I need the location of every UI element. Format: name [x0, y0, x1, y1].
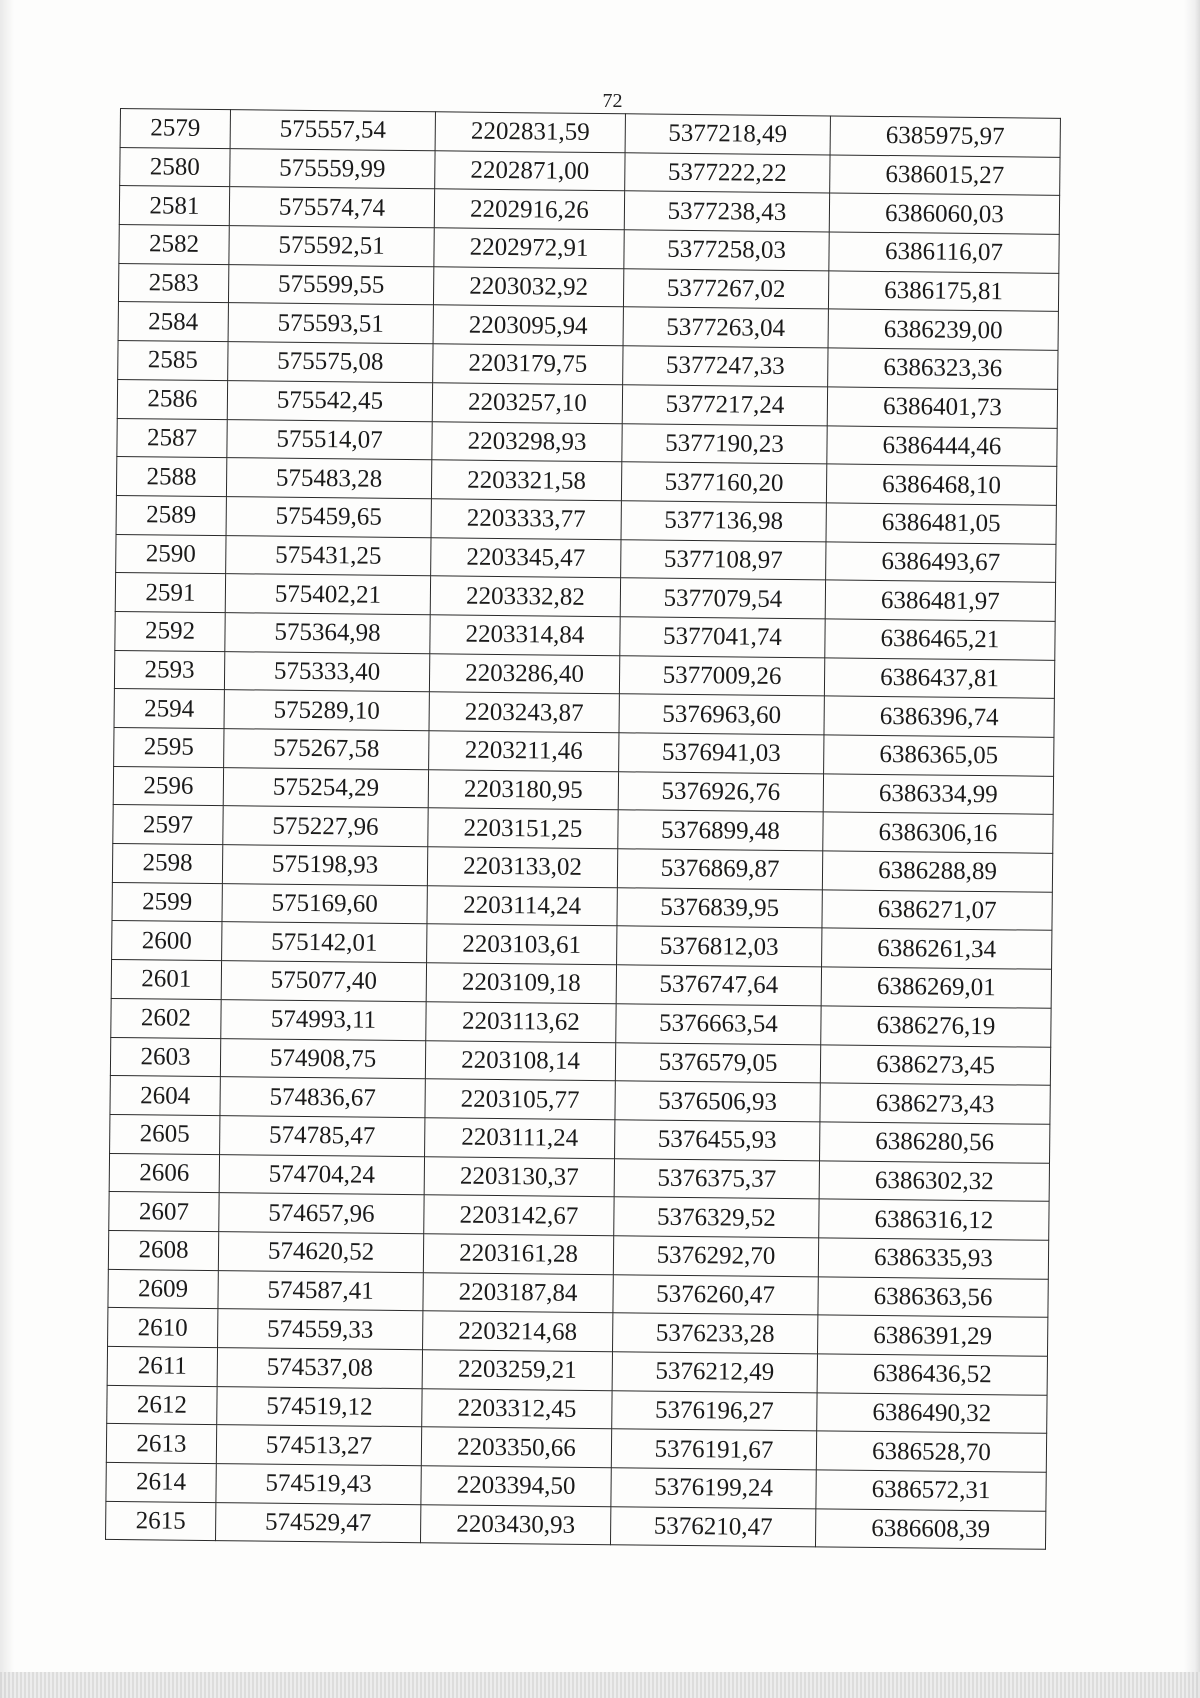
coordinates-table-wrapper	[105, 108, 1061, 1550]
x-coordinate-cell: 575557,54	[230, 110, 435, 151]
x2-coordinate-cell: 5377079,54	[620, 578, 825, 619]
x-coordinate-cell: 574993,11	[221, 999, 426, 1040]
point-number-cell: 2605	[110, 1114, 220, 1154]
x-coordinate-cell: 574513,27	[216, 1425, 421, 1466]
x2-coordinate-cell: 5376579,05	[615, 1042, 820, 1083]
point-number-cell: 2610	[108, 1308, 218, 1348]
x2-coordinate-cell: 5376233,28	[613, 1313, 818, 1354]
x2-coordinate-cell: 5376506,93	[615, 1081, 820, 1122]
y-coordinate-cell: 2203214,68	[423, 1311, 613, 1352]
y2-coordinate-cell: 6386280,56	[820, 1122, 1050, 1163]
x-coordinate-cell: 574559,33	[218, 1309, 423, 1350]
y2-coordinate-cell: 6386572,31	[816, 1470, 1046, 1511]
x-coordinate-cell: 575254,29	[223, 767, 428, 808]
point-number-cell: 2594	[114, 689, 224, 729]
y2-coordinate-cell: 6386273,43	[820, 1083, 1050, 1124]
point-number-cell: 2607	[109, 1192, 219, 1232]
x2-coordinate-cell: 5376329,52	[614, 1197, 819, 1238]
y-coordinate-cell: 2203032,92	[433, 267, 623, 308]
point-number-cell: 2615	[106, 1501, 216, 1541]
point-number-cell: 2604	[110, 1076, 220, 1116]
x2-coordinate-cell: 5377190,23	[622, 423, 827, 464]
point-number-cell: 2602	[111, 998, 221, 1038]
y2-coordinate-cell: 6386273,45	[820, 1044, 1050, 1085]
point-number-cell: 2614	[106, 1462, 216, 1502]
x-coordinate-cell: 575142,01	[222, 922, 427, 963]
table-body	[106, 109, 1061, 1550]
y-coordinate-cell: 2203259,21	[422, 1350, 612, 1391]
x-coordinate-cell: 575431,25	[226, 535, 431, 576]
point-number-cell: 2597	[113, 805, 223, 845]
y2-coordinate-cell: 6386334,99	[823, 774, 1053, 815]
y2-coordinate-cell: 6386239,00	[828, 309, 1058, 350]
x2-coordinate-cell: 5377222,22	[625, 152, 830, 193]
x-coordinate-cell: 575574,74	[229, 187, 434, 228]
y-coordinate-cell: 2203321,58	[431, 460, 621, 501]
x2-coordinate-cell: 5377218,49	[625, 114, 830, 155]
x-coordinate-cell: 574785,47	[220, 1115, 425, 1156]
x2-coordinate-cell: 5377009,26	[619, 655, 824, 696]
x2-coordinate-cell: 5376212,49	[612, 1352, 817, 1393]
scan-bottom-strip	[0, 1672, 1200, 1698]
x2-coordinate-cell: 5376869,87	[617, 849, 822, 890]
x-coordinate-cell: 574704,24	[219, 1154, 424, 1195]
x-coordinate-cell: 574537,08	[217, 1348, 422, 1389]
x2-coordinate-cell: 5377267,02	[623, 269, 828, 310]
x2-coordinate-cell: 5376899,48	[618, 810, 823, 851]
point-number-cell: 2580	[120, 147, 230, 187]
y2-coordinate-cell: 6386481,05	[826, 503, 1056, 544]
x2-coordinate-cell: 5377041,74	[620, 617, 825, 658]
y-coordinate-cell: 2203345,47	[431, 537, 621, 578]
point-number-cell: 2595	[114, 727, 224, 767]
y-coordinate-cell: 2202871,00	[435, 150, 625, 191]
point-number-cell: 2599	[112, 882, 222, 922]
x-coordinate-cell: 575575,08	[228, 342, 433, 383]
x-coordinate-cell: 575592,51	[229, 226, 434, 267]
y2-coordinate-cell: 6386302,32	[819, 1160, 1049, 1201]
x2-coordinate-cell: 5376199,24	[611, 1468, 816, 1509]
x2-coordinate-cell: 5376963,60	[619, 694, 824, 735]
x-coordinate-cell: 575483,28	[226, 458, 431, 499]
y2-coordinate-cell: 6386261,34	[822, 928, 1052, 969]
x-coordinate-cell: 575289,10	[224, 690, 429, 731]
x-coordinate-cell: 575227,96	[223, 806, 428, 847]
scan-left-shadow	[0, 0, 14, 1698]
x2-coordinate-cell: 5376455,93	[615, 1120, 820, 1161]
x-coordinate-cell: 574908,75	[220, 1038, 425, 1079]
x2-coordinate-cell: 5377160,20	[621, 462, 826, 503]
x-coordinate-cell: 574836,67	[220, 1077, 425, 1118]
x-coordinate-cell: 575514,07	[227, 419, 432, 460]
x2-coordinate-cell: 5377247,33	[623, 346, 828, 387]
x2-coordinate-cell: 5376191,67	[611, 1429, 816, 1470]
y2-coordinate-cell: 6386490,32	[817, 1393, 1047, 1434]
x-coordinate-cell: 575542,45	[227, 380, 432, 421]
x2-coordinate-cell: 5376375,37	[614, 1158, 819, 1199]
x-coordinate-cell: 575198,93	[222, 845, 427, 886]
y-coordinate-cell: 2203103,61	[427, 924, 617, 965]
x2-coordinate-cell: 5376812,03	[617, 926, 822, 967]
point-number-cell: 2591	[115, 573, 225, 613]
y2-coordinate-cell: 6386363,56	[818, 1277, 1048, 1318]
y2-coordinate-cell: 6386060,03	[829, 193, 1059, 234]
point-number-cell: 2590	[116, 534, 226, 574]
y-coordinate-cell: 2203133,02	[427, 847, 617, 888]
coordinates-table	[105, 108, 1061, 1550]
point-number-cell: 2589	[116, 495, 226, 535]
x2-coordinate-cell: 5377263,04	[623, 307, 828, 348]
x-coordinate-cell: 575459,65	[226, 497, 431, 538]
y2-coordinate-cell: 6386175,81	[828, 271, 1058, 312]
y-coordinate-cell: 2203108,14	[425, 1040, 615, 1081]
point-number-cell: 2596	[113, 766, 223, 806]
x-coordinate-cell: 574620,52	[218, 1232, 423, 1273]
x-coordinate-cell: 574657,96	[219, 1193, 424, 1234]
x2-coordinate-cell: 5376747,64	[616, 965, 821, 1006]
y-coordinate-cell: 2203394,50	[421, 1466, 611, 1507]
point-number-cell: 2600	[112, 921, 222, 961]
point-number-cell: 2612	[107, 1385, 217, 1425]
y-coordinate-cell: 2203312,45	[422, 1388, 612, 1429]
y2-coordinate-cell: 6386391,29	[817, 1315, 1047, 1356]
x-coordinate-cell: 575169,60	[222, 883, 427, 924]
x2-coordinate-cell: 5376292,70	[613, 1236, 818, 1277]
x2-coordinate-cell: 5376260,47	[613, 1274, 818, 1315]
point-number-cell: 2587	[117, 418, 227, 458]
x-coordinate-cell: 574529,47	[215, 1502, 420, 1543]
y-coordinate-cell: 2202831,59	[435, 112, 625, 153]
y2-coordinate-cell: 6386401,73	[827, 387, 1057, 428]
y-coordinate-cell: 2203161,28	[423, 1234, 613, 1275]
point-number-cell: 2579	[120, 109, 230, 149]
y2-coordinate-cell: 6386481,97	[825, 580, 1055, 621]
y-coordinate-cell: 2203350,66	[421, 1427, 611, 1468]
point-number-cell: 2606	[109, 1153, 219, 1193]
y-coordinate-cell: 2203314,84	[430, 615, 620, 656]
x-coordinate-cell: 575364,98	[225, 613, 430, 654]
y2-coordinate-cell: 6386468,10	[826, 464, 1056, 505]
y-coordinate-cell: 2203187,84	[423, 1272, 613, 1313]
point-number-cell: 2603	[110, 1037, 220, 1077]
y2-coordinate-cell: 6386271,07	[822, 890, 1052, 931]
y-coordinate-cell: 2203333,77	[431, 499, 621, 540]
point-number-cell: 2592	[115, 611, 225, 651]
y-coordinate-cell: 2203130,37	[424, 1156, 614, 1197]
y2-coordinate-cell: 6386528,70	[816, 1431, 1046, 1472]
x-coordinate-cell: 575559,99	[230, 148, 435, 189]
x-coordinate-cell: 574519,12	[217, 1386, 422, 1427]
y-coordinate-cell: 2203430,93	[420, 1504, 610, 1545]
y-coordinate-cell: 2203180,95	[428, 769, 618, 810]
y-coordinate-cell: 2203257,10	[432, 383, 622, 424]
y-coordinate-cell: 2203243,87	[429, 692, 619, 733]
point-number-cell: 2598	[112, 844, 222, 884]
x-coordinate-cell: 574519,43	[216, 1464, 421, 1505]
y-coordinate-cell: 2203142,67	[424, 1195, 614, 1236]
y2-coordinate-cell: 6386493,67	[826, 541, 1056, 582]
y-coordinate-cell: 2203332,82	[430, 576, 620, 617]
x-coordinate-cell: 575333,40	[224, 651, 429, 692]
y2-coordinate-cell: 6386396,74	[824, 696, 1054, 737]
x2-coordinate-cell: 5377258,03	[624, 230, 829, 271]
y-coordinate-cell: 2202972,91	[434, 228, 624, 269]
y2-coordinate-cell: 6386323,36	[828, 348, 1058, 389]
y2-coordinate-cell: 6386444,46	[827, 425, 1057, 466]
x2-coordinate-cell: 5376941,03	[619, 733, 824, 774]
y2-coordinate-cell: 6386269,01	[821, 967, 1051, 1008]
x2-coordinate-cell: 5376196,27	[612, 1390, 817, 1431]
point-number-cell: 2609	[108, 1269, 218, 1309]
point-number-cell: 2583	[118, 263, 228, 303]
y-coordinate-cell: 2203105,77	[425, 1079, 615, 1120]
point-number-cell: 2586	[117, 379, 227, 419]
point-number-cell: 2585	[118, 341, 228, 381]
y2-coordinate-cell: 6386335,93	[818, 1238, 1048, 1279]
y2-coordinate-cell: 6386116,07	[829, 232, 1059, 273]
point-number-cell: 2582	[119, 225, 229, 265]
y2-coordinate-cell: 6386288,89	[822, 851, 1052, 892]
x2-coordinate-cell: 5376663,54	[616, 1004, 821, 1045]
y-coordinate-cell: 2203095,94	[433, 305, 623, 346]
point-number-cell: 2608	[108, 1230, 218, 1270]
y-coordinate-cell: 2202916,26	[434, 189, 624, 230]
y-coordinate-cell: 2203111,24	[425, 1118, 615, 1159]
x-coordinate-cell: 575593,51	[228, 303, 433, 344]
x-coordinate-cell: 575077,40	[221, 961, 426, 1002]
point-number-cell: 2601	[111, 960, 221, 1000]
x2-coordinate-cell: 5377108,97	[621, 539, 826, 580]
y2-coordinate-cell: 6386316,12	[819, 1199, 1049, 1240]
y-coordinate-cell: 2203211,46	[429, 731, 619, 772]
x-coordinate-cell: 575267,58	[224, 729, 429, 770]
y-coordinate-cell: 2203114,24	[427, 886, 617, 927]
y-coordinate-cell: 2203109,18	[426, 963, 616, 1004]
x2-coordinate-cell: 5376926,76	[618, 771, 823, 812]
y-coordinate-cell: 2203179,75	[433, 344, 623, 385]
y-coordinate-cell: 2203151,25	[428, 808, 618, 849]
scan-right-edge	[1184, 0, 1200, 1698]
y2-coordinate-cell: 6386276,19	[821, 1006, 1051, 1047]
y2-coordinate-cell: 6386365,05	[824, 735, 1054, 776]
y-coordinate-cell: 2203113,62	[426, 1002, 616, 1043]
y-coordinate-cell: 2203298,93	[432, 421, 622, 462]
point-number-cell: 2581	[119, 186, 229, 226]
x2-coordinate-cell: 5376210,47	[610, 1506, 815, 1547]
x-coordinate-cell: 575402,21	[225, 574, 430, 615]
y2-coordinate-cell: 6386437,81	[824, 658, 1054, 699]
point-number-cell: 2588	[116, 457, 226, 497]
y-coordinate-cell: 2203286,40	[429, 653, 619, 694]
point-number-cell: 2613	[106, 1424, 216, 1464]
point-number-cell: 2593	[114, 650, 224, 690]
y2-coordinate-cell: 6386015,27	[830, 155, 1060, 196]
x-coordinate-cell: 575599,55	[228, 264, 433, 305]
x2-coordinate-cell: 5377238,43	[624, 191, 829, 232]
y2-coordinate-cell: 6386608,39	[815, 1509, 1045, 1550]
y2-coordinate-cell: 6386436,52	[817, 1354, 1047, 1395]
page-number: 72	[602, 90, 623, 112]
y2-coordinate-cell: 6386465,21	[825, 619, 1055, 660]
point-number-cell: 2584	[118, 302, 228, 342]
x2-coordinate-cell: 5377136,98	[621, 501, 826, 542]
x2-coordinate-cell: 5376839,95	[617, 888, 822, 929]
y2-coordinate-cell: 6385975,97	[830, 116, 1060, 157]
point-number-cell: 2611	[107, 1346, 217, 1386]
y2-coordinate-cell: 6386306,16	[823, 812, 1053, 853]
x-coordinate-cell: 574587,41	[218, 1270, 423, 1311]
x2-coordinate-cell: 5377217,24	[622, 385, 827, 426]
